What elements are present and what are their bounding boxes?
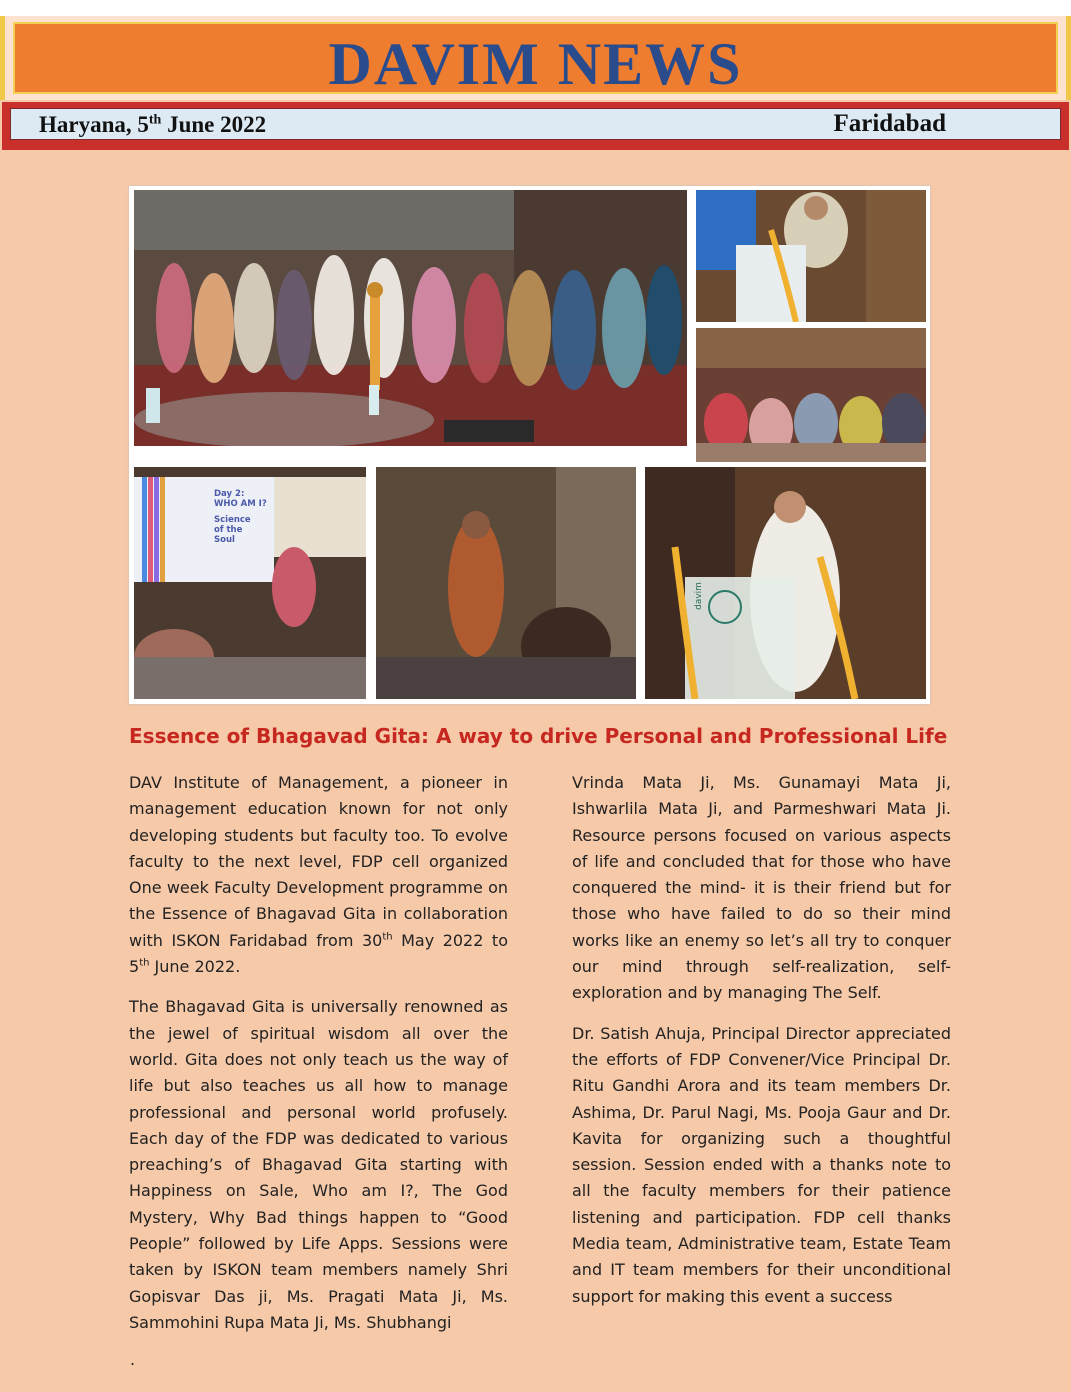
article-paragraph-2: The Bhagavad Gita is universally renowned as the jewel of spiritual wisdom all over the world. Gita does not only teach us the way of life but also teaches us all how to manage professional and personal world profusely. Each day of the FDP was dedicated to various preaching’s of Bhagavad Gita starting with Happiness on Sale, Who am I?, The God Mystery, Why Bad things happen to “Good People” followed by Life Apps. Sessions were taken by ISKON team members namely Shri Gopisvar Das ji, Ms. Pragati Mata Ji, Ms. Sammohini Rupa Mata Ji, Ms. Shubhangi — [129, 997, 508, 1332]
date-place: Haryana, 5 — [39, 112, 149, 137]
article-column-right — [572, 770, 951, 1324]
group-photo — [134, 190, 687, 446]
audience-photo — [696, 328, 926, 462]
article-headline: Essence of Bhagavad Gita: A way to drive Personal and Professional Life — [129, 724, 948, 748]
monk-speaker-photo — [645, 467, 926, 699]
slide-line-1: Day 2: — [214, 489, 245, 499]
trailing-dot: . — [130, 1350, 136, 1369]
top-strip — [0, 0, 1071, 16]
podium-emblem-text: davim — [693, 582, 704, 610]
masthead-banner — [13, 22, 1058, 97]
p1-part-c: June 2022. — [149, 957, 241, 977]
article-paragraph-3: Vrinda Mata Ji, Ms. Gunamayi Mata Ji, Ishwarlila Mata Ji, and Parmeshwari Mata Ji. Resource persons focused on various aspects of life and concluded that for those who have conquered the mind- it is their friend but for those who have failed to do so their mind works like an enemy so let’s all try to conquer our mind through self-realization, self-exploration and by managing The Self. — [572, 773, 951, 1003]
article-paragraph-1 — [129, 770, 508, 980]
article-paragraph-4: Dr. Satish Ahuja, Principal Director appreciated the efforts of FDP Convener/Vice Principal Dr. Ritu Gandhi Arora and its team members Dr. Ashima, Dr. Parul Nagi, Ms. Pooja Gaur and Dr. Kavita for organizing such a thoughtful session. Session ended with a thanks note to all the faculty members for their patience listening and participation. FDP cell thanks Media team, Administrative team, Estate Team and IT team members for their unconditional support for making this event a success — [572, 1023, 951, 1306]
group-photo-image — [134, 190, 687, 446]
slide-line-5: Soul — [214, 535, 235, 545]
slide-presenter-photo — [134, 467, 366, 699]
article-column-left — [129, 770, 508, 1350]
saree-speaker-photo — [376, 467, 636, 699]
photo-collage — [129, 186, 930, 704]
slide-line-4: of the — [214, 525, 243, 535]
p1-part-b: May 2022 to 5 — [129, 930, 508, 977]
slide-line-3: Science — [214, 515, 251, 525]
speaker-podium-image — [696, 190, 926, 322]
audience-image — [696, 328, 926, 462]
saree-speaker-image — [376, 467, 636, 699]
slide-text — [214, 489, 267, 545]
speaker-podium-photo — [696, 190, 926, 322]
city-name: Faridabad — [833, 110, 946, 137]
p1-part-a: DAV Institute of Management, a pioneer in management education known for not only developing students but faculty too. To evolve faculty to the next level, FDP cell organized One week Faculty Development programme on the Essence of Bhagavad Gita in collaboration with ISKON Faridabad from 30 — [129, 773, 508, 950]
date-rest: June 2022 — [161, 112, 267, 137]
dateline-inner — [10, 108, 1061, 140]
dateline-bar — [2, 102, 1069, 150]
masthead — [0, 16, 1071, 100]
monk-speaker-image — [645, 467, 926, 699]
date-ordinal: th — [148, 112, 162, 128]
date-location — [39, 112, 266, 138]
slide-line-2: WHO AM I? — [214, 499, 267, 509]
newsletter-title: DAVIM NEWS — [328, 31, 743, 97]
p1-sup-1: th — [382, 931, 393, 943]
p1-sup-2: th — [139, 957, 150, 969]
